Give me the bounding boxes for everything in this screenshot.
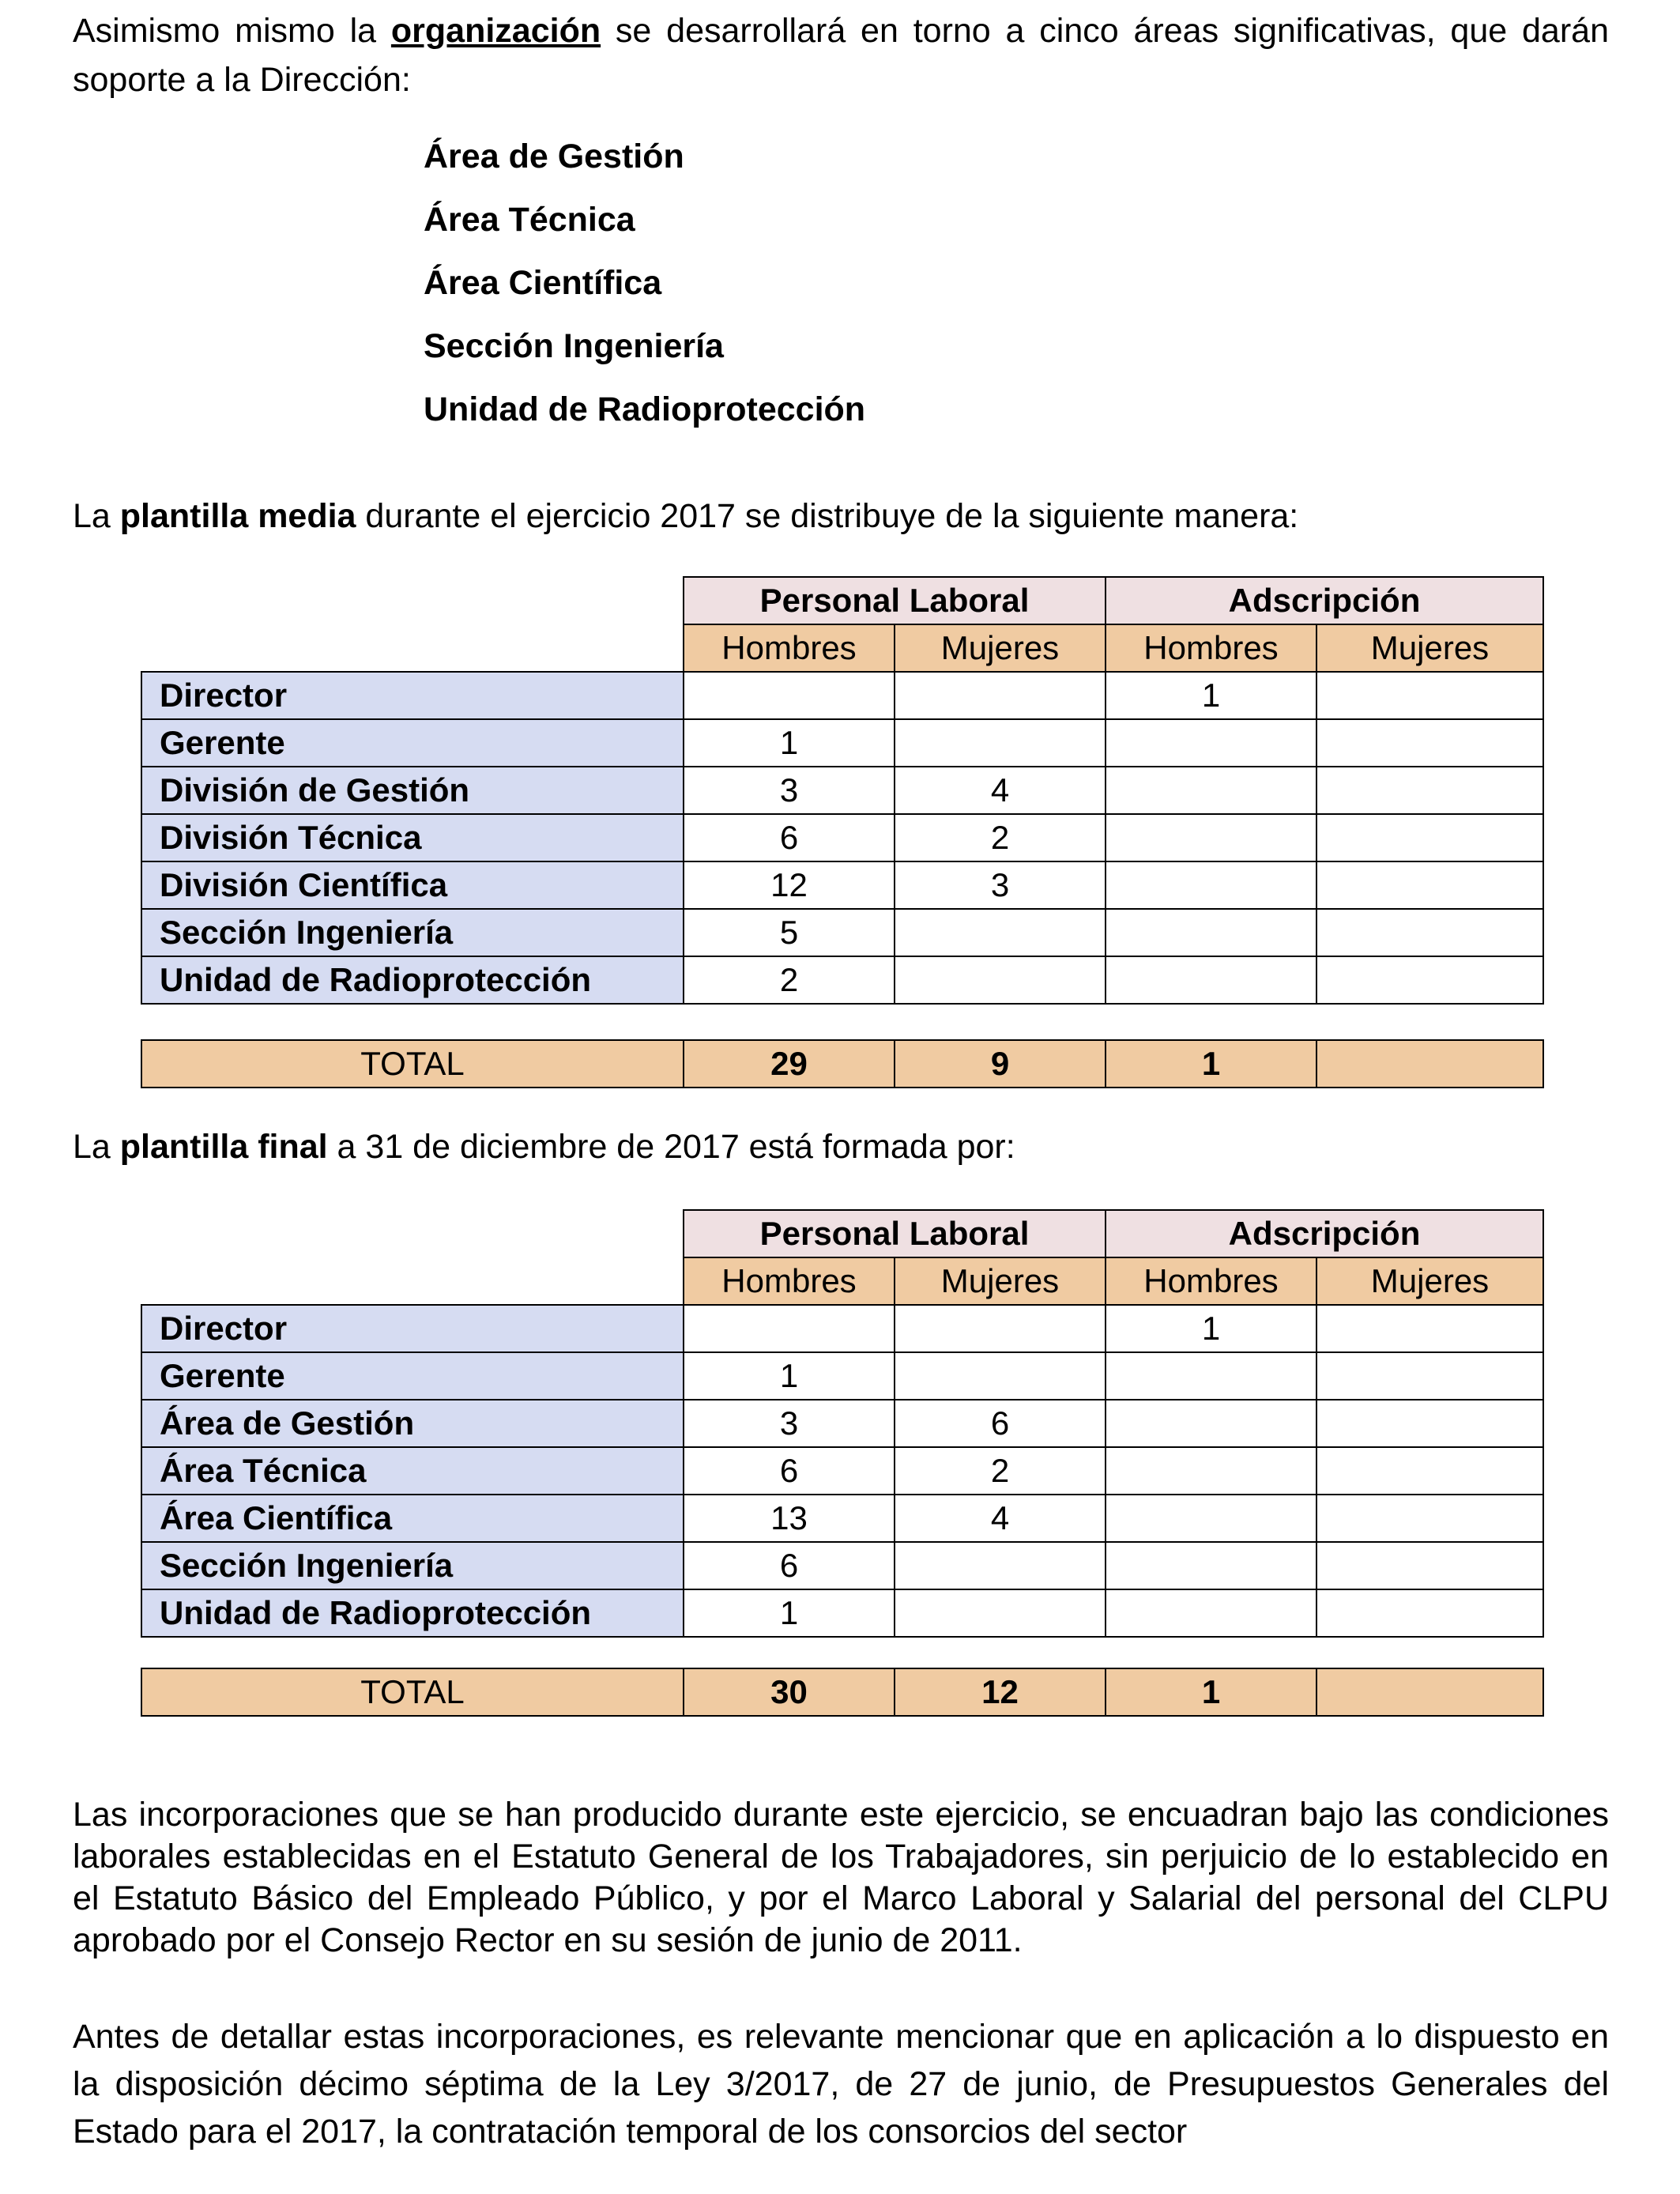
cell-value: 6 — [684, 1447, 895, 1495]
row-label: Área Científica — [141, 1495, 684, 1542]
total-value — [1317, 1040, 1543, 1088]
total-row — [141, 1040, 1543, 1088]
intro-keyword: organización — [390, 12, 601, 50]
row-label: Sección Ingeniería — [141, 909, 684, 956]
row-label: Gerente — [141, 1352, 684, 1400]
cell-value: 4 — [895, 1495, 1106, 1542]
cell-value — [1106, 861, 1317, 909]
table-media-total — [141, 1039, 1544, 1088]
area-item: Área Técnica — [424, 201, 635, 239]
row-label: Director — [141, 1305, 684, 1352]
cell-value: 2 — [895, 1447, 1106, 1495]
cell-value: 1 — [684, 1589, 895, 1637]
intro-paragraph — [73, 6, 1609, 104]
table-group-header — [141, 577, 1543, 624]
cell-value: 1 — [1106, 672, 1317, 719]
table-row — [141, 719, 1543, 767]
final-intro — [73, 1122, 1609, 1171]
table-row — [141, 767, 1543, 814]
area-item: Sección Ingeniería — [424, 327, 724, 365]
total-value: 12 — [895, 1668, 1106, 1716]
blank-cell — [141, 577, 684, 624]
row-label: Gerente — [141, 719, 684, 767]
intro-text-2: se desarrollará en torno a cinco áreas significativas, que darán soporte a la Dirección: — [73, 12, 1609, 99]
table-row — [141, 814, 1543, 861]
cell-value — [1317, 1447, 1543, 1495]
header-hombres: Hombres — [1106, 624, 1317, 672]
cell-value — [1317, 719, 1543, 767]
areas-list — [424, 128, 865, 444]
cell-value — [1106, 767, 1317, 814]
cell-value: 6 — [684, 814, 895, 861]
media-intro-bold: plantilla media — [119, 497, 356, 535]
header-personal-laboral: Personal Laboral — [684, 1210, 1106, 1257]
cell-value — [1317, 672, 1543, 719]
table-row — [141, 1495, 1543, 1542]
total-value: 9 — [895, 1040, 1106, 1088]
cell-value: 1 — [684, 1352, 895, 1400]
total-value — [1317, 1668, 1543, 1716]
row-label: Área de Gestión — [141, 1400, 684, 1447]
table-row — [141, 1305, 1543, 1352]
cell-value — [1106, 719, 1317, 767]
intro-text-1: Asimismo mismo la — [73, 12, 391, 50]
table-row — [141, 1589, 1543, 1637]
cell-value: 3 — [684, 767, 895, 814]
table-plantilla-media — [141, 576, 1544, 1005]
cell-value — [1106, 1542, 1317, 1589]
media-intro — [73, 492, 1609, 541]
row-label: Área Técnica — [141, 1447, 684, 1495]
cell-value: 1 — [684, 719, 895, 767]
table-final-total — [141, 1668, 1544, 1717]
header-mujeres: Mujeres — [895, 624, 1106, 672]
table-group-header — [141, 1210, 1543, 1257]
cell-value: 2 — [895, 814, 1106, 861]
cell-value: 6 — [895, 1400, 1106, 1447]
cell-value — [1106, 1589, 1317, 1637]
cell-value: 3 — [684, 1400, 895, 1447]
final-intro-post: a 31 de diciembre de 2017 está formada por: — [327, 1128, 1015, 1166]
total-value: 30 — [684, 1668, 895, 1716]
cell-value: 13 — [684, 1495, 895, 1542]
blank-cell — [141, 624, 684, 672]
table-row — [141, 956, 1543, 1004]
cell-value — [1317, 1542, 1543, 1589]
paragraph-incorporaciones: Las incorporaciones que se han producido durante este ejercicio, se encuadran bajo las condiciones laborales establecidas en el Estatuto General de los Trabajadores, sin perjuicio de lo establecido en el Estatuto Básico del Empleado Público, y por el Marco Laboral y Salarial del personal del CLPU aprobado por el Consejo Rector en su sesión de junio de 2011. — [73, 1796, 1609, 1959]
header-hombres: Hombres — [684, 1257, 895, 1305]
total-label: TOTAL — [141, 1040, 684, 1088]
row-label: Director — [141, 672, 684, 719]
cell-value — [1106, 1447, 1317, 1495]
final-intro-bold: plantilla final — [119, 1128, 328, 1166]
header-hombres: Hombres — [1106, 1257, 1317, 1305]
table-row — [141, 1352, 1543, 1400]
row-label: Unidad de Radioprotección — [141, 1589, 684, 1637]
cell-value — [1317, 1589, 1543, 1637]
header-personal-laboral: Personal Laboral — [684, 577, 1106, 624]
cell-value: 3 — [895, 861, 1106, 909]
header-adscripcion: Adscripción — [1106, 577, 1543, 624]
total-label: TOTAL — [141, 1668, 684, 1716]
cell-value — [1317, 956, 1543, 1004]
cell-value — [1317, 1305, 1543, 1352]
cell-value — [1106, 1400, 1317, 1447]
cell-value — [895, 1352, 1106, 1400]
cell-value — [1317, 1400, 1543, 1447]
table-row — [141, 1542, 1543, 1589]
media-intro-post: durante el ejercicio 2017 se distribuye de la siguiente manera: — [356, 497, 1299, 535]
header-mujeres: Mujeres — [895, 1257, 1106, 1305]
cell-value: 6 — [684, 1542, 895, 1589]
cell-value: 2 — [684, 956, 895, 1004]
row-label: División Científica — [141, 861, 684, 909]
cell-value — [1317, 909, 1543, 956]
cell-value — [1106, 1495, 1317, 1542]
header-adscripcion: Adscripción — [1106, 1210, 1543, 1257]
cell-value — [895, 672, 1106, 719]
row-label: Sección Ingeniería — [141, 1542, 684, 1589]
table-sub-header — [141, 1257, 1543, 1305]
table-row — [141, 909, 1543, 956]
cell-value: 5 — [684, 909, 895, 956]
table-row — [141, 1447, 1543, 1495]
total-value: 29 — [684, 1040, 895, 1088]
table-row — [141, 1400, 1543, 1447]
cell-value — [1317, 767, 1543, 814]
cell-value — [895, 1542, 1106, 1589]
table-plantilla-final — [141, 1209, 1544, 1638]
cell-value — [895, 1305, 1106, 1352]
cell-value: 12 — [684, 861, 895, 909]
table-sub-header — [141, 624, 1543, 672]
cell-value — [1317, 861, 1543, 909]
total-value: 1 — [1106, 1040, 1317, 1088]
cell-value — [895, 909, 1106, 956]
total-value: 1 — [1106, 1668, 1317, 1716]
area-item: Unidad de Radioprotección — [424, 390, 866, 428]
cell-value: 1 — [1106, 1305, 1317, 1352]
cell-value — [895, 719, 1106, 767]
cell-value: 4 — [895, 767, 1106, 814]
media-intro-pre: La — [73, 497, 120, 535]
cell-value — [1106, 956, 1317, 1004]
table-row — [141, 672, 1543, 719]
area-item: Área de Gestión — [424, 138, 684, 175]
cell-value — [684, 672, 895, 719]
cell-value — [1317, 1352, 1543, 1400]
cell-value — [1106, 909, 1317, 956]
blank-cell — [141, 1257, 684, 1305]
cell-value — [1106, 1352, 1317, 1400]
header-mujeres: Mujeres — [1317, 624, 1543, 672]
blank-cell — [141, 1210, 684, 1257]
cell-value — [1317, 1495, 1543, 1542]
cell-value — [684, 1305, 895, 1352]
table-row — [141, 861, 1543, 909]
header-mujeres: Mujeres — [1317, 1257, 1543, 1305]
row-label: División Técnica — [141, 814, 684, 861]
row-label: División de Gestión — [141, 767, 684, 814]
row-label: Unidad de Radioprotección — [141, 956, 684, 1004]
paragraph-antes: Antes de detallar estas incorporaciones, es relevante mencionar que en aplicación a lo dispuesto en la disposición décimo séptima de la Ley 3/2017, de 27 de junio, de Presupuestos Generales del Estado para el 2017, la contratación temporal de los consorcios del sector — [73, 2018, 1609, 2151]
cell-value — [1106, 814, 1317, 861]
total-row — [141, 1668, 1543, 1716]
header-hombres: Hombres — [684, 624, 895, 672]
cell-value — [1317, 814, 1543, 861]
area-item: Área Científica — [424, 264, 662, 302]
final-intro-pre: La — [73, 1128, 120, 1166]
cell-value — [895, 956, 1106, 1004]
cell-value — [895, 1589, 1106, 1637]
